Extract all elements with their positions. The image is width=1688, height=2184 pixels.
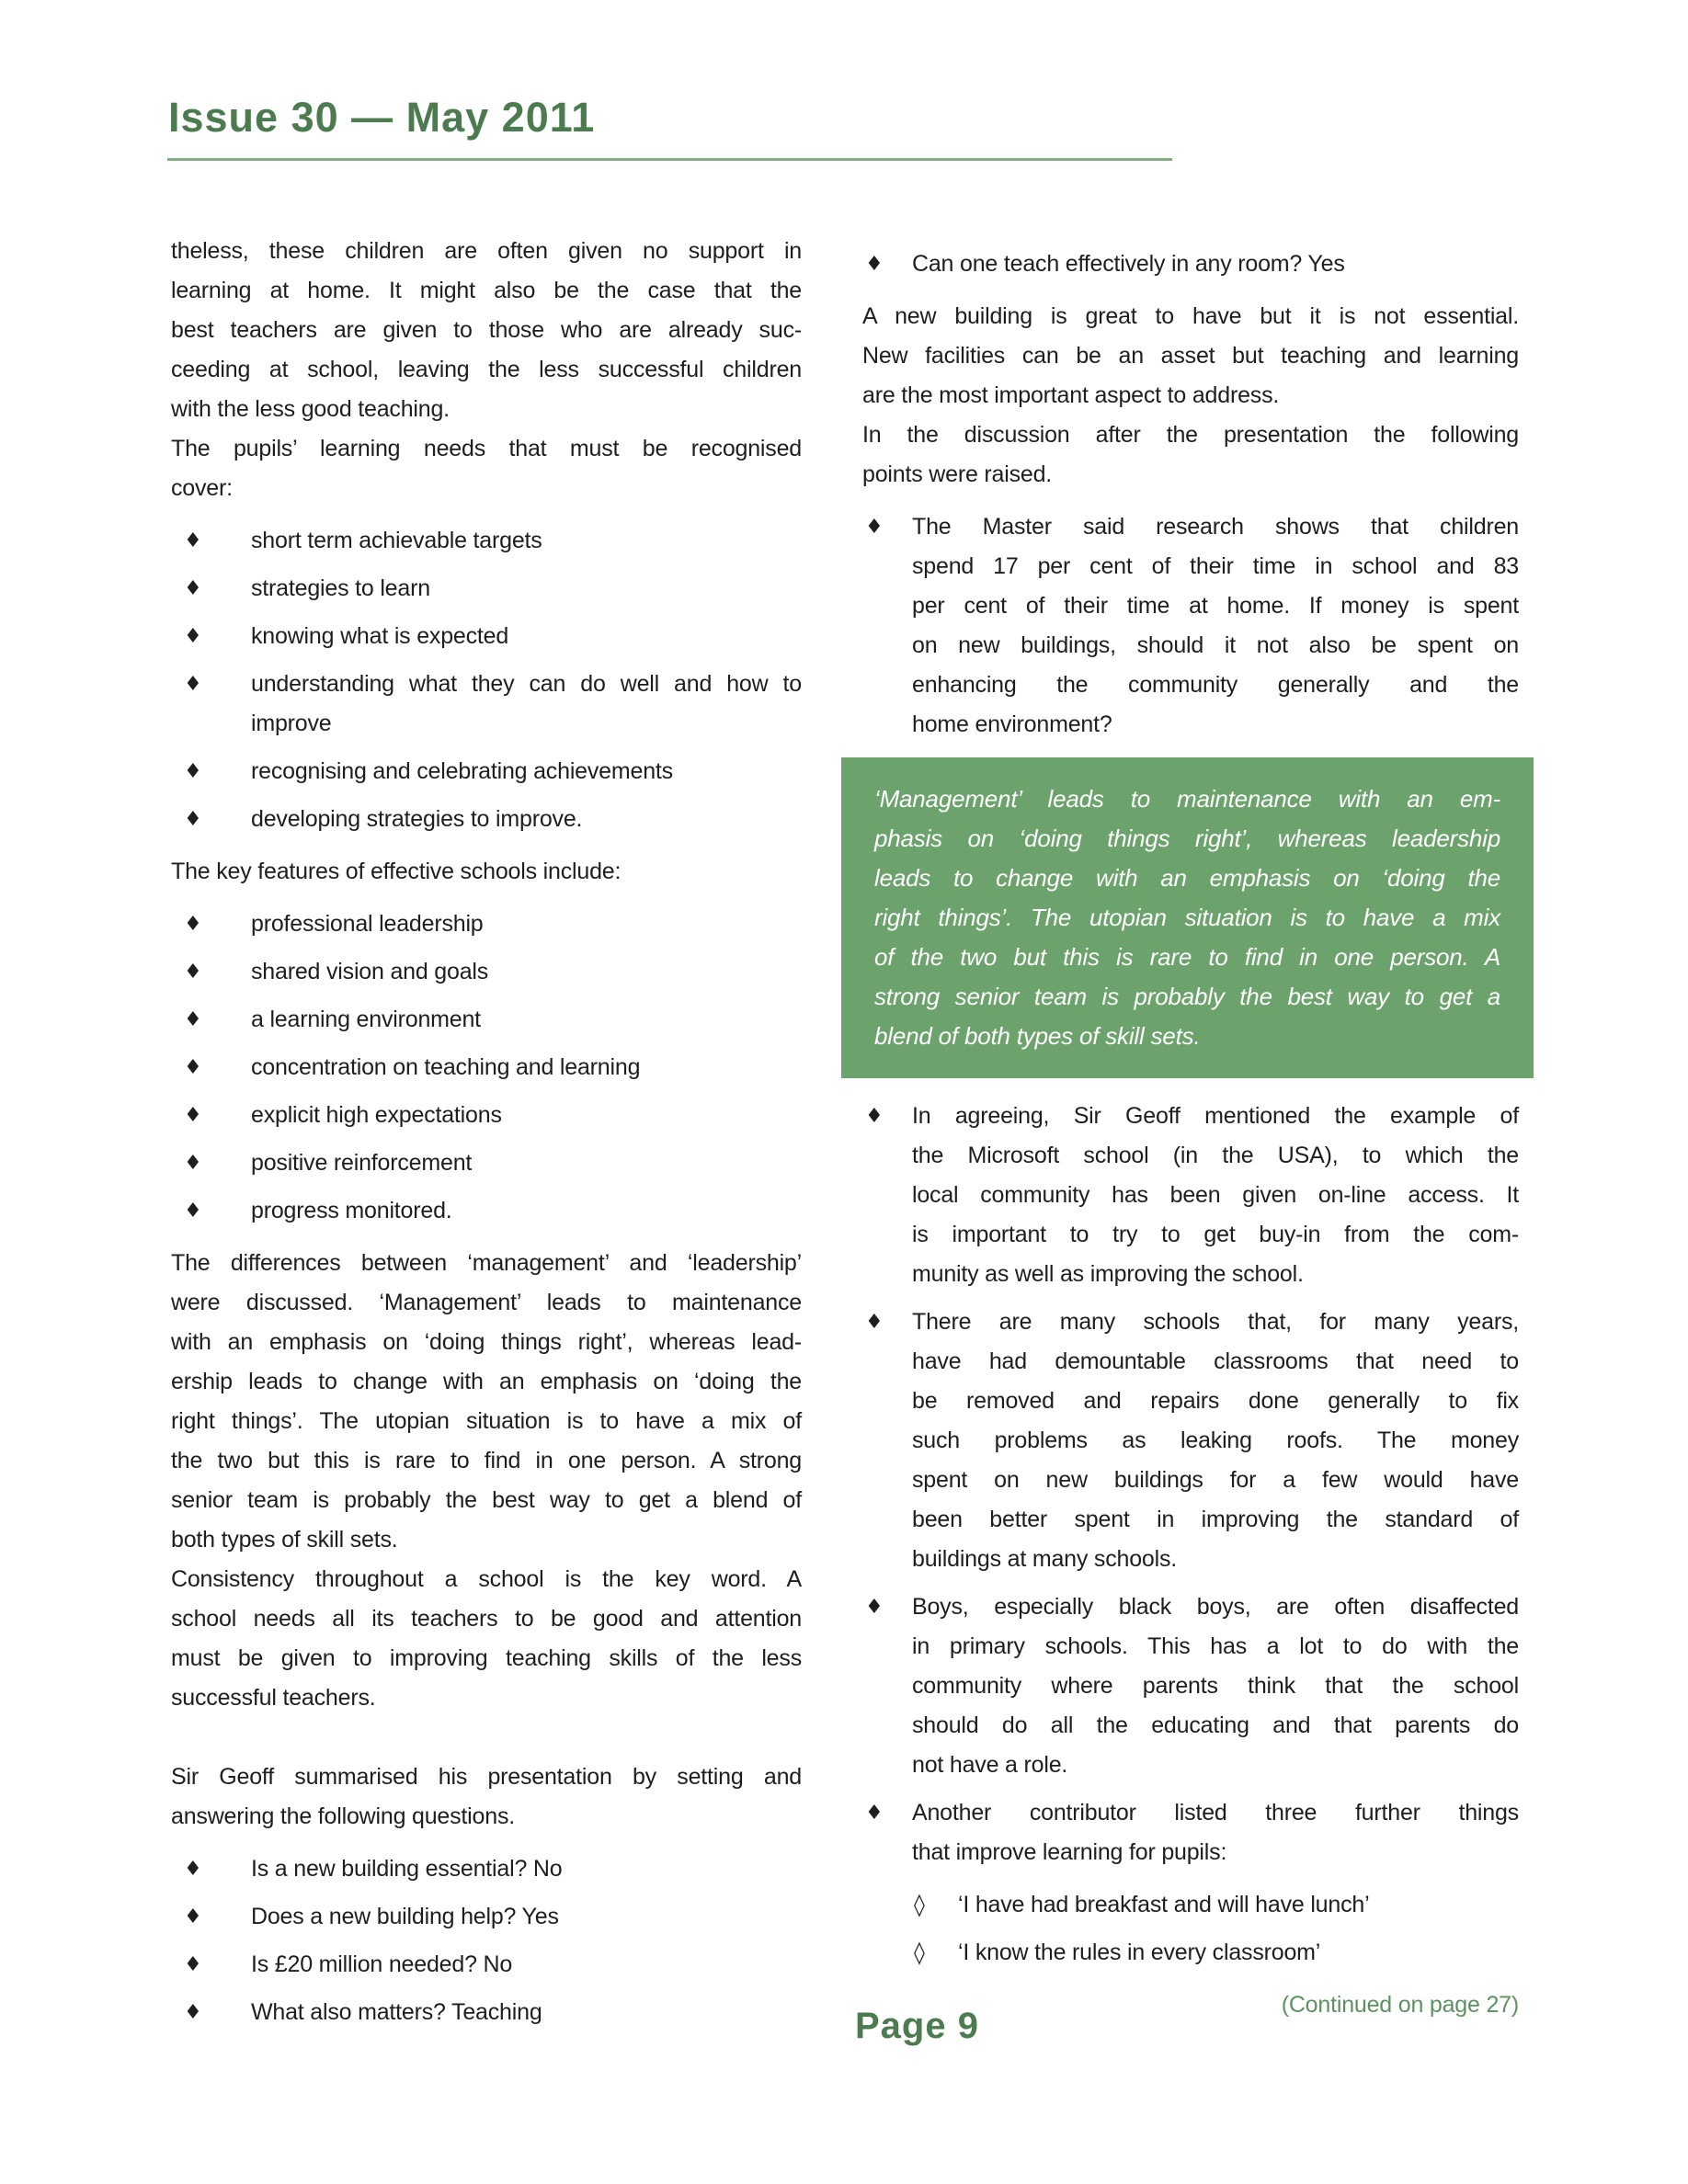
text-line: strong senior team is probably the best way to get a [874, 983, 1500, 1010]
bullet-item-text [251, 1945, 802, 1985]
header-rule [167, 158, 1172, 161]
bullet-item-text [251, 752, 802, 791]
bullet-item [171, 800, 802, 839]
diamond-bullet-icon: ♦ [184, 1905, 202, 1928]
text-line: that improve learning for pupils: [912, 1839, 1227, 1865]
bullet-item [171, 665, 802, 744]
text-line: developing strategies to improve. [251, 806, 583, 832]
text-line: on new buildings, should it not also be spent on [912, 632, 1519, 658]
bullet-item [171, 1849, 802, 1889]
text-line: Boys, especially black boys, are often disaffected [912, 1594, 1519, 1620]
text-line: New facilities can be an asset but teaching and learning [862, 343, 1519, 369]
text-line: Can one teach effectively in any room? Yes [912, 251, 1345, 277]
bullet-item-text [251, 1048, 802, 1087]
text-line: Is a new building essential? No [251, 1856, 563, 1882]
bullet-item-text [251, 904, 802, 944]
text-line: ership leads to change with an emphasis on ‘doing the [171, 1369, 802, 1394]
text-line: points were raised. [862, 461, 1053, 487]
diamond-bullet-icon: ♦ [184, 673, 202, 696]
text-line: professional leadership [251, 911, 484, 937]
bullet-item-text [251, 1096, 802, 1135]
bullet-item [862, 1933, 1519, 1973]
issue-title: Issue 30 — May 2011 [168, 94, 596, 141]
text-line: The Master said research shows that children [912, 514, 1519, 540]
bullet-item-text [251, 617, 802, 656]
diamond-bullet-icon: ♦ [184, 1858, 202, 1881]
open-diamond-bullet-icon: ◊ [914, 1892, 925, 1917]
bullet-item-text [912, 245, 1519, 284]
text-line: spent on new buildings for a few would have [912, 1467, 1519, 1493]
text-line: knowing what is expected [251, 623, 509, 649]
paragraph [171, 232, 802, 429]
bullet-item [171, 521, 802, 561]
text-line: senior team is probably the best way to get a blend of [171, 1487, 802, 1513]
text-line: successful teachers. [171, 1685, 376, 1711]
bullet-item [171, 1191, 802, 1231]
text-line: ‘Management’ leads to maintenance with an em- [874, 785, 1500, 813]
diamond-bullet-icon: ♦ [865, 1596, 884, 1619]
diamond-bullet-icon: ♦ [184, 961, 202, 984]
bullet-item [171, 1143, 802, 1183]
bullet-item [171, 904, 802, 944]
text-line: in primary schools. This has a lot to do with the [912, 1633, 1519, 1659]
paragraph-spacer [171, 1718, 802, 1757]
text-line: The differences between ‘management’ and ‘leadership’ [171, 1250, 802, 1276]
diamond-bullet-icon: ♦ [865, 1311, 884, 1334]
bullet-item-text [912, 1302, 1519, 1579]
bullet-item-text [912, 507, 1519, 745]
text-line: strategies to learn [251, 575, 430, 601]
bullet-item [171, 1048, 802, 1087]
bullet-item [171, 1096, 802, 1135]
text-line: right things’. The utopian situation is to have a mix of [171, 1408, 802, 1434]
text-line: leads to change with an emphasis on ‘doing the [874, 864, 1500, 892]
bullet-item [171, 1945, 802, 1985]
diamond-bullet-icon: ♦ [865, 516, 884, 539]
text-line: explicit high expectations [251, 1102, 502, 1128]
paragraph [171, 852, 802, 892]
text-line: In agreeing, Sir Geoff mentioned the example of [912, 1103, 1519, 1129]
bullet-item-text [251, 1143, 802, 1183]
text-line: is important to try to get buy-in from the com- [912, 1222, 1519, 1247]
text-line: spend 17 per cent of their time in school and 83 [912, 553, 1519, 579]
text-line: local community has been given on-line access. It [912, 1182, 1519, 1208]
diamond-bullet-icon: ♦ [184, 1056, 202, 1079]
text-line: The key features of effective schools include: [171, 859, 622, 884]
bullet-item [862, 507, 1519, 745]
text-line: cover: [171, 475, 233, 501]
text-line: improve [251, 711, 332, 736]
text-line: positive reinforcement [251, 1150, 473, 1176]
text-line: Sir Geoff summarised his presentation by setting and [171, 1764, 802, 1790]
bullet-item-text [251, 521, 802, 561]
diamond-bullet-icon: ♦ [865, 1802, 884, 1825]
text-line: such problems as leaking roofs. The money [912, 1428, 1519, 1453]
text-line: with an emphasis on ‘doing things right’, whereas lead- [171, 1329, 802, 1355]
text-line: learning at home. It might also be the case that the [171, 278, 802, 303]
text-line: ‘I have had breakfast and will have lunch’ [958, 1892, 1370, 1917]
quote-box [841, 757, 1534, 1078]
open-diamond-bullet-icon: ◊ [914, 1939, 925, 1965]
text-line: enhancing the community generally and the [912, 672, 1519, 698]
bullet-item-text [251, 1849, 802, 1889]
diamond-bullet-icon: ♦ [184, 2001, 202, 2024]
text-line: munity as well as improving the school. [912, 1261, 1304, 1287]
text-line: per cent of their time at home. If money is spent [912, 593, 1519, 619]
text-line: answering the following questions. [171, 1803, 515, 1829]
bullet-item-text [251, 665, 802, 744]
bullet-list [862, 507, 1519, 745]
bullet-item [171, 1993, 802, 2032]
text-line: What also matters? Teaching [251, 1999, 542, 2025]
text-line: must be given to improving teaching skills of the less [171, 1645, 802, 1671]
text-line: have had demountable classrooms that need to [912, 1348, 1519, 1374]
text-line: theless, these children are often given no support in [171, 238, 802, 264]
bullet-item-text [251, 569, 802, 609]
bullet-list [862, 1885, 1519, 1973]
bullet-item-text [251, 800, 802, 839]
diamond-bullet-icon: ♦ [184, 1008, 202, 1031]
bullet-list [171, 904, 802, 1231]
diamond-bullet-icon: ♦ [184, 1200, 202, 1223]
paragraph [171, 429, 802, 508]
text-line: both types of skill sets. [171, 1527, 398, 1553]
text-line: Is £20 million needed? No [251, 1951, 513, 1977]
text-line: not have a role. [912, 1752, 1068, 1778]
bullet-item-text [958, 1885, 1519, 1925]
diamond-bullet-icon: ♦ [865, 1105, 884, 1128]
text-line: been better spent in improving the standard of [912, 1507, 1519, 1532]
bullet-item [171, 617, 802, 656]
bullet-list [862, 1097, 1519, 1872]
diamond-bullet-icon: ♦ [184, 529, 202, 552]
bullet-item [171, 1000, 802, 1040]
text-line: ceeding at school, leaving the less successful children [171, 357, 802, 382]
diamond-bullet-icon: ♦ [184, 913, 202, 936]
bullet-item [862, 1587, 1519, 1785]
text-line: right things’. The utopian situation is to have a mix [874, 904, 1500, 931]
diamond-bullet-icon: ♦ [184, 760, 202, 783]
text-line: A new building is great to have but it is not essential. [862, 303, 1519, 329]
text-line: community where parents think that the school [912, 1673, 1519, 1699]
bullet-item [862, 1302, 1519, 1579]
text-line: understanding what they can do well and how to [251, 671, 802, 697]
diamond-bullet-icon: ♦ [184, 1152, 202, 1175]
text-line: Does a new building help? Yes [251, 1904, 559, 1929]
bullet-item-text [912, 1587, 1519, 1785]
diamond-bullet-icon: ♦ [184, 577, 202, 600]
continued-note: (Continued on page 27) [1281, 1992, 1519, 2018]
text-line: be removed and repairs done generally to fix [912, 1388, 1519, 1414]
bullet-item-text [912, 1097, 1519, 1294]
bullet-item [171, 952, 802, 992]
text-line: home environment? [912, 711, 1112, 737]
text-line: were discussed. ‘Management’ leads to maintenance [171, 1290, 802, 1315]
paragraph [171, 1244, 802, 1560]
bullet-item [862, 245, 1519, 284]
bullet-item [862, 1097, 1519, 1294]
text-line: In the discussion after the presentation the following [862, 422, 1519, 448]
bullet-item-text [251, 952, 802, 992]
bullet-item-text [251, 1993, 802, 2032]
bullet-list [171, 521, 802, 839]
diamond-bullet-icon: ♦ [184, 1104, 202, 1127]
text-line: of the two but this is rare to find in one person. A [874, 943, 1500, 971]
bullet-item-text [251, 1897, 802, 1937]
text-line: are the most important aspect to address. [862, 382, 1280, 408]
bullet-item [171, 752, 802, 791]
paragraph [862, 415, 1519, 495]
text-line: phasis on ‘doing things right’, whereas leadership [874, 825, 1500, 852]
paragraph [862, 297, 1519, 415]
text-line: ‘I know the rules in every classroom’ [958, 1939, 1321, 1965]
text-line: buildings at many schools. [912, 1546, 1178, 1572]
paragraph [171, 1560, 802, 1718]
text-line: best teachers are given to those who are already suc- [171, 317, 802, 343]
text-line: should do all the educating and that parents do [912, 1712, 1519, 1738]
bullet-item-text [912, 1793, 1519, 1872]
paragraph [171, 1757, 802, 1837]
body-columns [171, 232, 1519, 2045]
text-line: shared vision and goals [251, 959, 489, 984]
text-line: progress monitored. [251, 1198, 452, 1223]
diamond-bullet-icon: ♦ [865, 253, 884, 276]
diamond-bullet-icon: ♦ [184, 1953, 202, 1976]
page-number: Page 9 [855, 2006, 979, 2046]
diamond-bullet-icon: ♦ [184, 625, 202, 648]
bullet-item-text [958, 1933, 1519, 1973]
text-line: blend of both types of skill sets. [874, 1022, 1201, 1050]
text-line: concentration on teaching and learning [251, 1054, 641, 1080]
text-line: the two but this is rare to find in one person. A strong [171, 1448, 802, 1473]
bullet-list [171, 1849, 802, 2032]
bullet-item-text [251, 1191, 802, 1231]
text-line: with the less good teaching. [171, 396, 450, 422]
bullet-item-text [251, 1000, 802, 1040]
text-line: Another contributor listed three further things [912, 1800, 1519, 1826]
bullet-item [862, 1885, 1519, 1925]
text-line: school needs all its teachers to be good and attention [171, 1606, 802, 1632]
left-column [171, 232, 802, 2045]
text-line: a learning environment [251, 1007, 481, 1032]
text-line: The pupils’ learning needs that must be recognised [171, 436, 802, 461]
right-column [862, 232, 1519, 2025]
text-line: There are many schools that, for many years, [912, 1309, 1519, 1335]
bullet-item [171, 1897, 802, 1937]
bullet-list [862, 245, 1519, 284]
text-line: Consistency throughout a school is the key word. A [171, 1566, 802, 1592]
text-line: recognising and celebrating achievements [251, 758, 673, 784]
text-line: short term achievable targets [251, 528, 542, 553]
text-line: the Microsoft school (in the USA), to which the [912, 1143, 1519, 1168]
bullet-item [862, 1793, 1519, 1872]
bullet-item [171, 569, 802, 609]
diamond-bullet-icon: ♦ [184, 808, 202, 831]
